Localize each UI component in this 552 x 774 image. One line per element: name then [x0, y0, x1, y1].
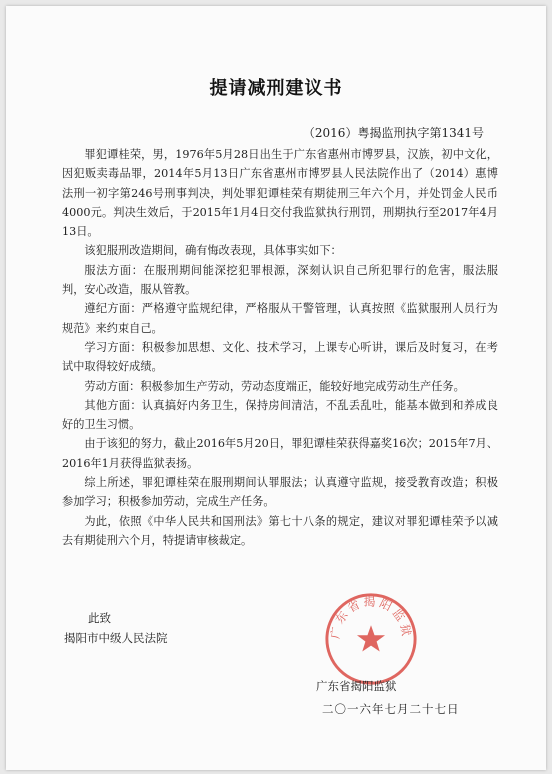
closing-recipient: 揭阳市中级人民法院 [64, 631, 168, 645]
paragraph-obedience: 服法方面：在服刑期间能深挖犯罪根源，深刻认识自己所犯罪行的危害，服法服判，安心改造，服从管教。 [62, 263, 498, 297]
signing-date: 二〇一六年七月二十七日 [322, 702, 460, 716]
paragraph-other: 其他方面：认真搞好内务卫生，保持房间清洁，不乱丢乱吐，能基本做到和养成良好的卫生习惯。 [62, 398, 498, 432]
document-title: 提请减刑建议书 [209, 78, 343, 99]
closing-block [64, 608, 168, 648]
paragraph-intro: 该犯服刑改造期间，确有悔改表现，具体事实如下： [84, 244, 342, 258]
seal-star [357, 625, 385, 651]
paragraph-basic-info: 罪犯谭桂荣，男，1976年5月28日出生于广东省惠州市博罗县，汉族，初中文化，因犯贩卖毒品罪，2014年5月13日广东省惠州市博罗县人民法院作出了（2014）惠博法刑一初字第246号刑事判决，判处罪犯谭桂荣有期徒刑三年六个月，并处罚金人民币4000元。判决生效后，于2015年1月4日交付我监狱执行刑罚，刑期执行至2017年4月13日。 [62, 148, 498, 239]
document-body [62, 145, 498, 550]
issuer-name: 广东省揭阳监狱 [316, 679, 397, 693]
paragraph-labor: 劳动方面：积极参加生产劳动，劳动态度端正，能较好地完成劳动生产任务。 [84, 379, 465, 393]
paragraph-summary: 综上所述，罪犯谭桂荣在服刑期间认罪服法；认真遵守监规，接受教育改造；积极参加学习；积极参加劳动，完成生产任务。 [62, 476, 498, 509]
seal-arc-text: 广东省揭阳监狱 [328, 594, 414, 640]
official-seal-stamp [322, 590, 420, 688]
paragraph-discipline: 遵纪方面：严格遵守监规纪律，严格服从干警管理，认真按照《监狱服刑人员行为规范》来约束自己。 [62, 302, 498, 335]
document-number: （2016）粤揭监刑执字第1341号 [302, 126, 484, 140]
paragraph-study: 学习方面：积极参加思想、文化、技术学习，上课专心听讲，课后及时复习，在考试中取得较好成绩。 [62, 340, 498, 374]
paragraph-proposal: 为此，依照《中华人民共和国刑法》第七十八条的规定，建议对罪犯谭桂荣予以减去有期徒刑六个月，特提请审核裁定。 [62, 514, 498, 547]
paragraph-rewards: 由于该犯的努力，截止2016年5月20日，罪犯谭桂荣获得嘉奖16次；2015年7月、2016年1月获得监狱表扬。 [62, 437, 498, 470]
closing-salutation: 此致 [88, 611, 111, 625]
